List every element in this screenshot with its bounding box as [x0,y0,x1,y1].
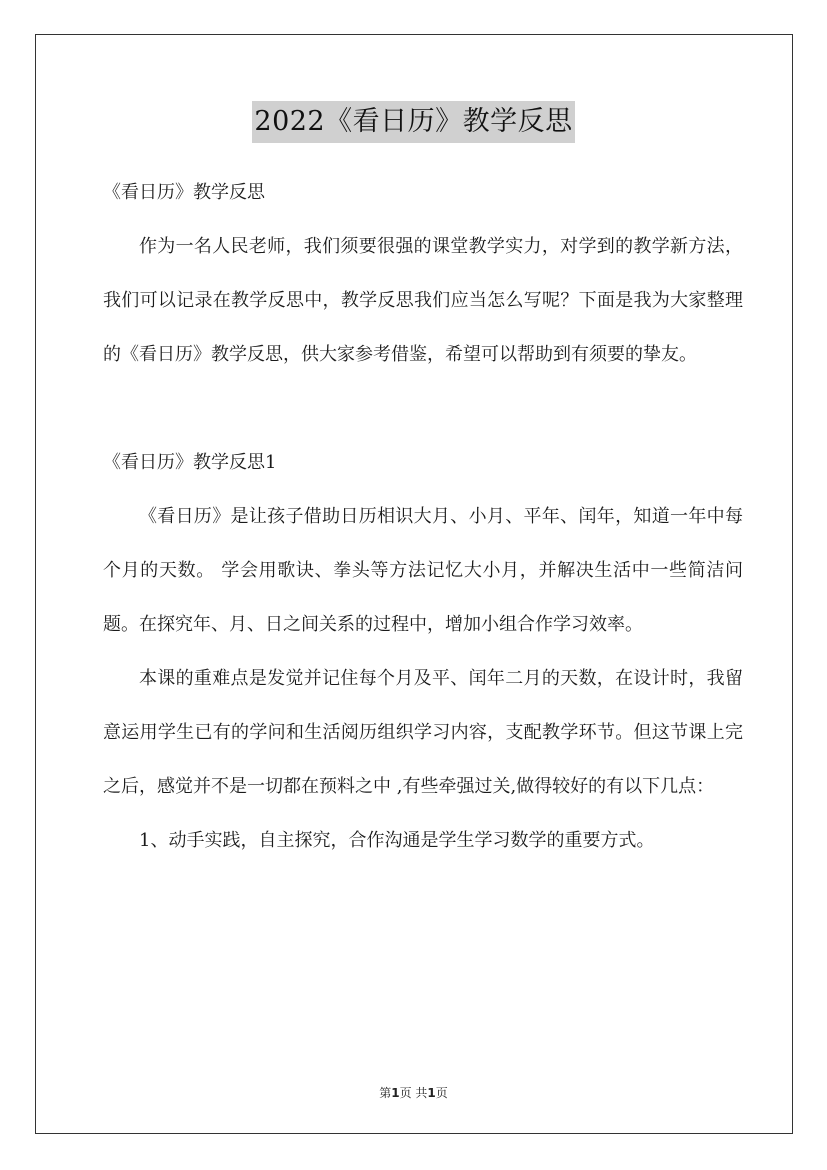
page-footer [0,1084,827,1101]
body-paragraph-3: 1、动手实践，自主探究，合作沟通是学生学习数学的重要方式。 [139,830,655,851]
body-paragraph-1: 《看日历》是让孩子借助日历相识大月、小月、平年、闰年，知道一年中每个月的天数。 学会用歌诀、拳头等方法记忆大小月，并解决生活中一些简洁问题。在探究年、月、日之间关系的过程中，增加小组合作学习效率。 [103,506,743,635]
total-pages-number: 1 [427,1086,436,1100]
current-page-number: 1 [391,1086,400,1100]
blank-line [103,382,743,436]
footer-mid: 页 共 [399,1086,428,1100]
footer-suffix: 页 [435,1086,448,1100]
body-paragraph-2: 本课的重难点是发觉并记住每个月及平、闰年二月的天数，在设计时，我留意运用学生已有的学问和生活阅历组织学习内容，支配教学环节。但这节课上完之后，感觉并不是一切都在预料之中 ,有些牵强过关,做得较好的有以下几点： [103,668,743,797]
document-body [103,166,743,868]
title-container [0,101,827,143]
intro-heading: 《看日历》教学反思 [103,182,265,203]
footer-prefix: 第 [379,1086,392,1100]
section-heading: 《看日历》教学反思1 [103,452,277,473]
intro-paragraph: 作为一名人民老师，我们须要很强的课堂教学实力，对学到的教学新方法，我们可以记录在教学反思中，教学反思我们应当怎么写呢？下面是我为大家整理的《看日历》教学反思，供大家参考借鉴，希望可以帮助到有须要的挚友。 [103,236,743,365]
document-title: 2022《看日历》教学反思 [252,101,574,143]
